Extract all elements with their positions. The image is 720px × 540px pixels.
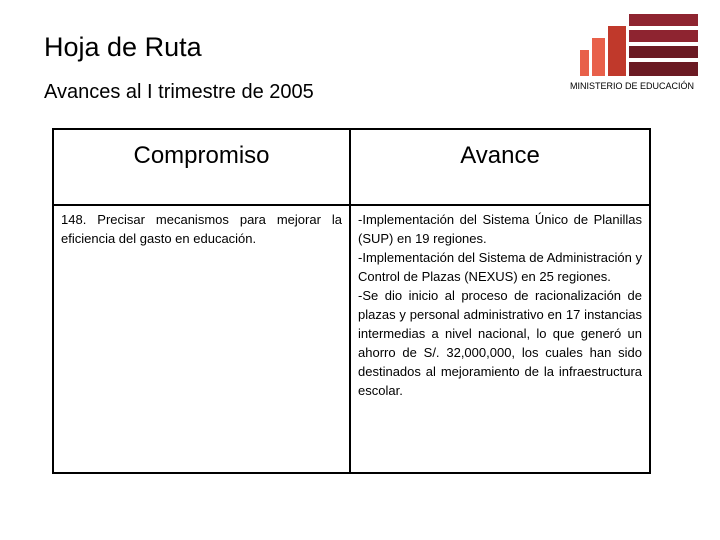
route-table (52, 128, 651, 474)
table-header-row (53, 129, 650, 205)
logo-bar-3 (608, 26, 626, 76)
logo-bar-4 (629, 14, 698, 26)
logo-bar-5 (629, 30, 698, 42)
avance-cell (350, 205, 650, 473)
compromiso-cell (53, 205, 350, 473)
avance-item: -Se dio inicio al proceso de racionalización de plazas y personal administrativo en 17 instancias intermedias a nivel nacional, lo que generó un ahorro de S/. 32,000,000, los cuales han sido destinados al mejoramiento de la infraestructura escolar. (358, 288, 642, 398)
column-header-compromiso: Compromiso (53, 129, 350, 205)
compromiso-text: 148. Precisar mecanismos para mejorar la eficiencia del gasto en educación. (61, 212, 342, 246)
logo-bar-2 (592, 38, 605, 76)
table-row (53, 205, 650, 473)
logo-bar-7 (629, 62, 698, 76)
page-title: Hoja de Ruta (44, 32, 202, 62)
logo-bar-6 (629, 46, 698, 58)
column-header-avance: Avance (350, 129, 650, 205)
ministry-name: MINISTERIO DE EDUCACIÓN (569, 81, 694, 91)
avance-item: -Implementación del Sistema Único de Planillas (SUP) en 19 regiones. (358, 212, 642, 246)
page-subtitle: Avances al I trimestre de 2005 (44, 81, 314, 103)
logo-bar-1 (580, 50, 589, 76)
avance-item: -Implementación del Sistema de Administración y Control de Plazas (NEXUS) en 25 regiones. (358, 250, 642, 284)
